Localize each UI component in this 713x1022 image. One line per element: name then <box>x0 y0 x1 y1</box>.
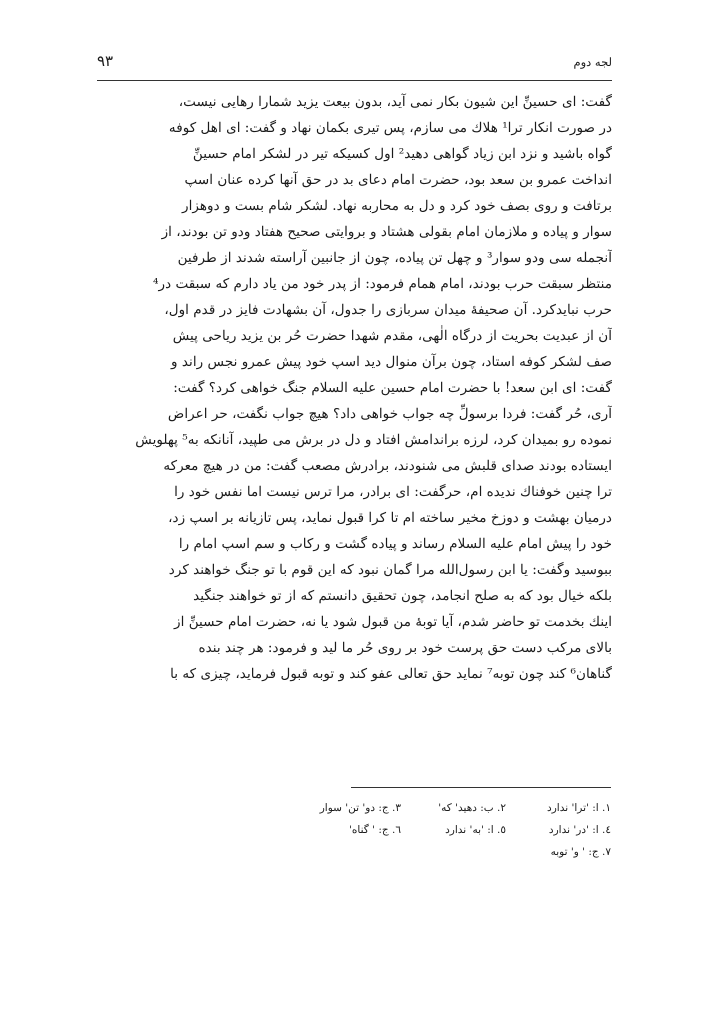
footnote: ١. ا: 'ترا' ندارد <box>547 802 611 814</box>
text-line: گفت: ای ابن سعد! با حضرت امام حسین علیه السلام جنگ خواهی کرد؟ گفت: <box>173 380 612 396</box>
footnote: ٧. ج: ' و' توبه <box>550 846 611 858</box>
text-line: برتافت و روی بصف خود کرد و دل به محاربه نهاد. لشکر شام بست و دوهزار <box>182 198 612 214</box>
text-line: آری، حُر گفت: فردا برسولِّ چه جواب خواهی داد؟ هیچ جواب نگفت، حر اعراض <box>167 406 612 422</box>
text-line: سوار و پیاده و ملازمان امام بقولی هشتاد و بروایتی صحیح هفتاد ودو تن بودند، از <box>161 224 612 240</box>
text-line: ترا چنین خوفناك ندیده ام، حرگفت: ای برادر، مرا ترس نیست اما نفس خود را <box>174 484 612 500</box>
footnote-row <box>291 797 611 819</box>
footnote: ٦. ج: ' گناه' <box>349 824 401 836</box>
footnote: ٢. ب: دهید' که' <box>438 802 506 814</box>
text-line: در صورت انکار ترا¹ هلاك می سازم، پس تیری بکمان نهاد و گفت: ای اهل کوفه <box>168 120 612 136</box>
text-line: بلکه خیال بود که به صلح انجامد، چون تحقیق دانستم که از تو خواهند جنگید <box>193 588 612 604</box>
text-line: ببوسید وگفت: یا ابن رسول‌الله مرا گمان نبود که این قوم با تو جنگ خواهند کرد <box>168 562 612 578</box>
text-line: آنجمله سی ودو سوار³ و چهل تن پیاده، چون از جانبین آراسته شدند از طرفین <box>177 250 612 266</box>
text-line: انداخت عمرو بن سعد بود، حضرت امام دعای بد در حق آنها کرده عنان اسپ <box>184 172 612 188</box>
footnote: ٣. ج: دو' تن' سوار <box>319 802 401 814</box>
body-text <box>97 89 612 687</box>
running-head: لجه دوم <box>573 55 612 69</box>
text-line: درمیان بهشت و دوزخ مخیر ساخته ام تا کرا قبول نماید، پس تازیانه بر اسپ زد، <box>168 510 612 526</box>
text-line: نموده رو بمیدان کرد، لرزه براندامش افتاد و دل در برش می طپید، آنانکه به⁵ پهلویش <box>135 432 612 448</box>
text-line: اینك بخدمت تو حاضر شدم، آیا توبهٔ من قبول شود یا نه، حضرت امام حسینِّ از <box>174 614 612 630</box>
page-number: ۹۳ <box>97 52 114 70</box>
footnote-row <box>291 819 611 841</box>
text-line: گفت: ای حسینِّ این شیون بکار نمی آید، بدون بیعت یزید شمارا رهایی نیست، <box>178 94 612 110</box>
footnotes <box>291 797 611 863</box>
text-line: گواه باشید و نزد ابن زیاد گواهی دهید² اول کسیکه تیر در لشکر امام حسینِّ <box>192 146 612 162</box>
footnote-row <box>291 841 611 863</box>
footnote: ٤. ا: 'در' ندارد <box>548 824 611 836</box>
text-line: ایستاده بودند صدای قلبش می شنودند، برادرش مصعب گفت: من در هیچ معرکه <box>163 458 612 474</box>
footnote: ٥. ا: 'به' ندارد <box>445 824 506 836</box>
footnote-rule <box>351 787 611 788</box>
text-line: حرب نبایدکرد. آن صحیفهٔ میدان سربازی را جدول، آن بشهادت فایز در قدم اول، <box>164 302 612 318</box>
header-rule <box>97 80 612 81</box>
text-line: صف لشکر کوفه استاد، چون برآن منوال دید اسپ خود پیش عمرو نجس راند و <box>171 354 612 370</box>
text-line: آن از عبدیت بحریت از درگاه الٰهی، مقدم شهدا حضرت حُر بن یزید ریاحی پیش <box>172 328 612 344</box>
text-line: گناهان⁶ کند چون توبه⁷ نماید حق تعالی عفو کند و توبه قبول فرماید، چیزی که با <box>170 666 612 682</box>
text-line: خود را پیش امام علیه السلام رساند و پیاده گشت و رکاب و سم اسپ امام را <box>178 536 612 552</box>
text-line: بالای مرکب دست حق پرست خود بر روی حُر ما لید و فرمود: هر چند بنده <box>198 640 612 656</box>
text-line: منتظر سبقت حرب بودند، امام همام فرمود: از پدر خود من یاد دارم که سبقت در⁴ <box>153 276 612 292</box>
